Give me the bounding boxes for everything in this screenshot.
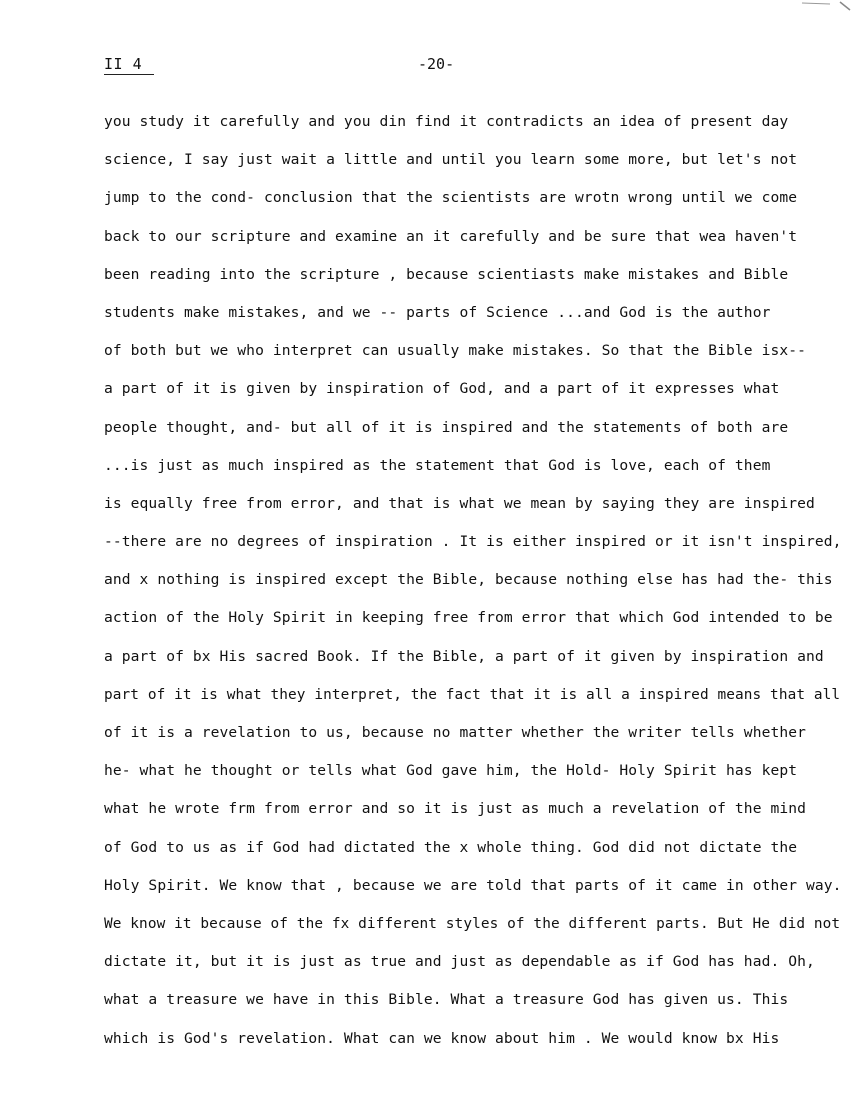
text-line: of it is a revelation to us, because no matter whether the writer tells whether <box>104 724 807 741</box>
text-line: and x nothing is inspired except the Bible, because nothing else has had the- this <box>104 571 833 589</box>
text-line: jump to the cond- conclusion that the scientists are wrotn wrong until we come <box>104 189 798 207</box>
text-line: students make mistakes, and we -- parts of Science ...and God is the author <box>104 303 771 321</box>
text-line: Holy Spirit. We know that , because we are told that parts of it came in other way. <box>104 876 842 894</box>
text-line: back to our scripture and examine an it carefully and be sure that wea haven't <box>104 227 798 245</box>
text-line: part of it is what they interpret, the fact that it is all a inspired means that all <box>104 686 841 703</box>
text-line: action of the Holy Spirit in keeping free from error that which God intended to be <box>104 609 833 627</box>
text-line: you study it carefully and you din find it contradicts an idea of present day <box>104 113 789 130</box>
text-line: science, I say just wait a little and until you learn some more, but let's not <box>104 151 798 169</box>
text-line: of both but we who interpret can usually make mistakes. So that the Bible isx-- <box>104 342 807 360</box>
text-line: ...is just as much inspired as the statement that God is love, each of them <box>104 456 771 474</box>
text-line: he- what he thought or tells what God gave him, the Hold- Holy Spirit has kept <box>104 762 798 780</box>
text-line: dictate it, but it is just as true and just as dependable as if God has had. Oh, <box>104 953 815 971</box>
text-line: what he wrote frm from error and so it is just as much a revelation of the mind <box>104 800 807 818</box>
text-line: a part of bx His sacred Book. If the Bible, a part of it given by inspiration and <box>104 647 824 665</box>
text-line: of God to us as if God had dictated the x whole thing. God did not dictate the <box>104 838 798 856</box>
text-line: what a treasure we have in this Bible. What a treasure God has given us. This <box>104 991 789 1009</box>
text-line: is equally free from error, and that is what we mean by saying they are inspired <box>104 494 815 512</box>
page-corner-mark <box>782 0 852 14</box>
text-line: --there are no degrees of inspiration . It is either inspired or it isn't inspired, <box>104 533 842 551</box>
text-line: people thought, and- but all of it is inspired and the statements of both are <box>104 418 789 436</box>
body-text <box>104 109 842 1064</box>
text-line: We know it because of the fx different styles of the different parts. But He did not <box>104 915 841 932</box>
text-line: been reading into the scripture , because scientiasts make mistakes and Bible <box>104 265 789 283</box>
section-label: II 4 <box>104 55 154 75</box>
text-line: a part of it is given by inspiration of God, and a part of it expresses what <box>104 380 780 398</box>
page-number: -20- <box>418 55 455 73</box>
text-line: which is God's revelation. What can we know about him . We would know bx His <box>104 1029 780 1047</box>
